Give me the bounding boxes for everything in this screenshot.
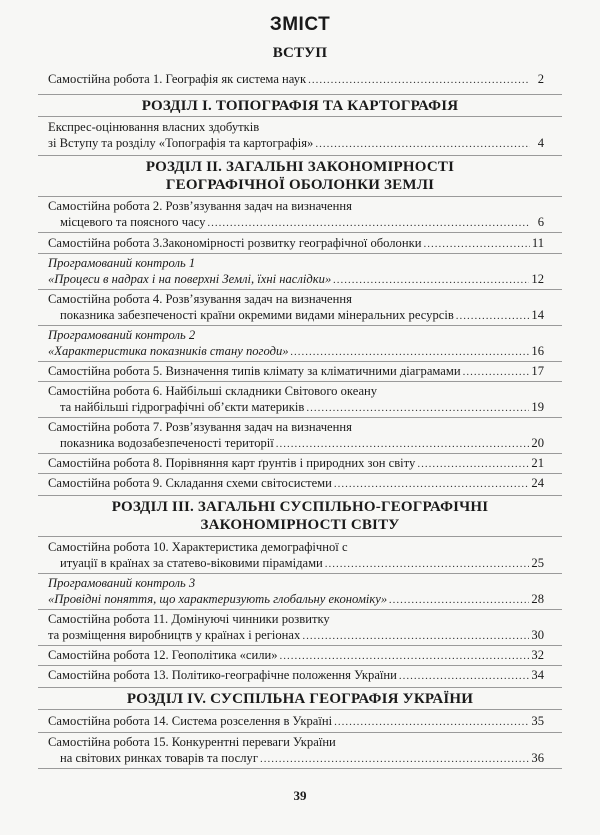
entry-page: 30 (531, 627, 544, 642)
entry-text: Самостійна робота 6. Найбільші складники Світового океану (48, 384, 378, 398)
leader-dots (423, 237, 529, 253)
leader-dots (260, 752, 529, 768)
entry-page: 19 (531, 399, 544, 414)
entry-divider (38, 665, 562, 666)
toc-entry[interactable] (48, 648, 544, 665)
section-divider (38, 536, 562, 537)
entry-text: Самостійна робота 9. Складання схеми світосистеми (48, 476, 332, 490)
entry-text: місцевого та поясного часу (60, 214, 206, 229)
section-divider (38, 495, 562, 496)
entry-page: 6 (537, 214, 544, 229)
page-number: 39 (293, 788, 307, 803)
toc-entry[interactable] (48, 456, 544, 473)
entry-text: «Процеси в надрах і на поверхні Землі, їхні наслідки» (48, 271, 332, 286)
entry-page: 21 (531, 456, 544, 470)
entry-text: показника забезпеченості країни окремими видами мінеральних ресурсів (60, 307, 454, 322)
leader-dots (333, 273, 529, 289)
entry-text: Самостійна робота 14. Система розселення в Україні (48, 714, 333, 728)
entry-divider (38, 453, 562, 454)
entry-text: Самостійна робота 11. Домінуючі чинники розвитку (48, 612, 330, 626)
entry-text: Програмований контроль 3 (48, 576, 196, 590)
entry-page: 4 (537, 135, 544, 150)
toc-entry-intro[interactable] (48, 72, 544, 89)
leader-dots (280, 649, 530, 665)
entry-page: 11 (531, 236, 544, 250)
entry-text: та найбільші гідрографічні об’єкти материків (60, 399, 305, 414)
section-divider (38, 196, 562, 197)
leader-dots (334, 715, 529, 731)
entry-page: 36 (531, 750, 544, 765)
leader-dots (463, 365, 530, 381)
entry-text: Самостійна робота 15. Конкурентні переваги України (48, 735, 336, 749)
toc-entry[interactable] (48, 199, 544, 231)
entry-divider (38, 732, 562, 733)
section-4-title: РОЗДІЛ IV. СУСПІЛЬНА ГЕОГРАФІЯ УКРАЇНИ (126, 691, 474, 707)
entry-divider (38, 325, 562, 326)
entry-divider (38, 361, 562, 362)
entry-divider (38, 232, 562, 233)
section-divider (38, 709, 562, 710)
intro-header: ВСТУП (272, 45, 328, 61)
page-title: ЗМІСТ (269, 14, 331, 35)
toc-entry[interactable] (48, 668, 544, 685)
entry-page: 25 (531, 555, 544, 570)
section-title-line: РОЗДІЛ ІІІ. ЗАГАЛЬНІ СУСПІЛЬНО-ГЕОГРАФІЧНІ (111, 499, 489, 515)
section-1-title: РОЗДІЛ І. ТОПОГРАФІЯ ТА КАРТОГРАФІЯ (141, 98, 459, 114)
section-title-line: ЗАКОНОМІРНОСТІ СВІТУ (200, 517, 400, 533)
leader-dots (302, 629, 529, 645)
entry-text: зі Вступу та розділу «Топографія та картографія» (48, 135, 314, 150)
toc-entry[interactable] (48, 236, 544, 253)
entry-divider (38, 609, 562, 610)
toc-entry[interactable] (48, 714, 544, 731)
entry-text: Самостійна робота 7. Розв’язування задач на визначення (48, 420, 352, 434)
entry-divider (38, 381, 562, 382)
leader-dots (417, 457, 529, 473)
entry-divider (38, 573, 562, 574)
entry-text: итуації в країнах за статево-віковими пірамідами (60, 555, 323, 570)
entry-page: 35 (531, 714, 544, 728)
entry-text: Експрес-оцінювання власних здобутків (48, 120, 260, 134)
toc-entry[interactable] (48, 612, 544, 644)
toc-entry[interactable] (48, 292, 544, 324)
leader-dots (308, 73, 530, 89)
entry-text: Самостійна робота 3.Закономірності розвитку географічної оболонки (48, 236, 422, 250)
toc-entry-control[interactable] (48, 328, 544, 360)
entry-page: 34 (531, 668, 544, 682)
leader-dots (207, 216, 530, 232)
entry-divider (38, 289, 562, 290)
leader-dots (291, 345, 530, 361)
leader-dots (456, 309, 530, 325)
entry-page: 24 (531, 476, 544, 490)
leader-dots (389, 593, 529, 609)
entry-page: 14 (531, 307, 544, 322)
section-3-title (40, 498, 560, 534)
toc-entry[interactable] (48, 735, 544, 767)
leader-dots (306, 401, 529, 417)
toc-entry[interactable] (48, 364, 544, 381)
toc-entry[interactable] (48, 476, 544, 493)
entry-page: 16 (531, 343, 544, 358)
toc-entry[interactable] (48, 120, 544, 152)
section-title-line: ГЕОГРАФІЧНОЇ ОБОЛОНКИ ЗЕМЛІ (165, 177, 435, 193)
entry-divider (38, 645, 562, 646)
entry-text: «Характеристика показників стану погоди» (48, 343, 289, 358)
entry-page: 2 (537, 72, 544, 86)
leader-dots (276, 437, 530, 453)
entry-divider (38, 768, 562, 769)
leader-dots (334, 477, 530, 493)
entry-text: Самостійна робота 8. Порівняння карт ґрунтів і природних зон світу (48, 456, 416, 470)
leader-dots (399, 669, 530, 685)
section-2-title (40, 158, 560, 194)
entry-divider (38, 417, 562, 418)
entry-text: Самостійна робота 10. Характеристика демографічної с (48, 540, 348, 554)
entry-text: Самостійна робота 13. Політико-географічне положення України (48, 668, 397, 682)
leader-dots (325, 557, 530, 573)
entry-text: Самостійна робота 12. Геополітика «сили» (48, 648, 278, 662)
toc-entry[interactable] (48, 384, 544, 416)
entry-page: 20 (531, 435, 544, 450)
section-divider (38, 94, 562, 95)
toc-entry-control[interactable] (48, 256, 544, 288)
entry-text: Самостійна робота 2. Розв’язування задач на визначення (48, 199, 352, 213)
entry-divider (38, 473, 562, 474)
section-divider (38, 116, 562, 117)
leader-dots (315, 137, 530, 153)
entry-text: на світових ринках товарів та послуг (60, 750, 258, 765)
section-divider (38, 155, 562, 156)
entry-page: 28 (531, 591, 544, 606)
entry-page: 17 (531, 364, 544, 378)
entry-text: Самостійна робота 1. Географія як система наук (48, 72, 307, 86)
entry-text: Програмований контроль 1 (48, 256, 196, 270)
toc-entry-control[interactable] (48, 576, 544, 608)
entry-text: та розміщення виробництв у країнах і регіонах (48, 627, 301, 642)
entry-text: «Провідні поняття, що характеризують глобальну економіку» (48, 591, 388, 606)
toc-entry[interactable] (48, 420, 544, 452)
toc-entry[interactable] (48, 540, 544, 572)
entry-text: Самостійна робота 5. Визначення типів клімату за кліматичними діаграмами (48, 364, 461, 378)
entry-divider (38, 253, 562, 254)
entry-page: 32 (531, 648, 544, 662)
entry-text: показника водозабезпеченості території (60, 435, 274, 450)
entry-page: 12 (531, 271, 544, 286)
section-title-line: РОЗДІЛ ІІ. ЗАГАЛЬНІ ЗАКОНОМІРНОСТІ (145, 159, 455, 175)
entry-text: Програмований контроль 2 (48, 328, 196, 342)
section-divider (38, 687, 562, 688)
entry-text: Самостійна робота 4. Розв’язування задач на визначення (48, 292, 352, 306)
